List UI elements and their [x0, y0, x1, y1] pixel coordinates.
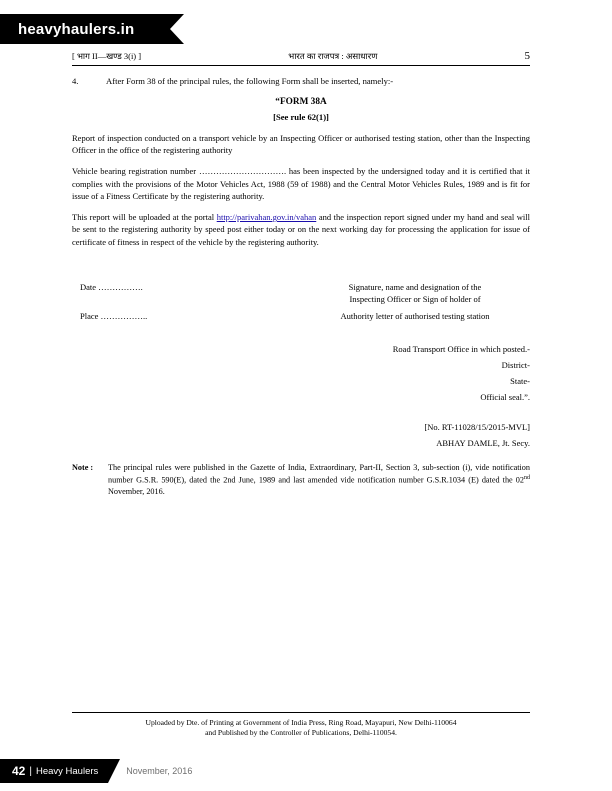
bottom-bar-separator: |: [29, 765, 32, 777]
clause-4: [72, 76, 530, 88]
form-paragraph-3-after: and the inspection report signed under my hand and seal will be sent to the registering authority by speed post either today or on the next working day for processing the application for issue of certificate of fitness in respect of the vehicle by the registering authority.: [72, 212, 531, 247]
form-paragraph-2: Vehicle bearing registration number …………………………. has been inspected by the undersigned today and it is certified that it complies with the provisions of the Motor Vehicles Act, 1988 (59 of 1988) and the Central Motor Vehicles Rules, 1989 and is fit for issue of a Fitness Certificate by the registering authority.: [72, 166, 530, 201]
magazine-issue-date: November, 2016: [126, 766, 193, 776]
official-seal-line: Official seal.”.: [480, 392, 530, 403]
state-line: State-: [510, 376, 530, 387]
signature-designation-line-2: Inspecting Officer or Sign of holder of: [349, 294, 481, 305]
brand-banner: [0, 14, 170, 44]
place-line: Place ……………..: [80, 311, 148, 322]
magazine-publication-name: Heavy Haulers: [35, 765, 99, 777]
brand-banner-tail: [170, 14, 184, 44]
note-label: Note :: [72, 463, 94, 473]
note-text-part-2: November, 2016.: [108, 486, 165, 496]
signature-designation-line-3: Authority letter of authorised testing station: [340, 311, 490, 322]
form-rule-reference: [See rule 62(1)]: [273, 111, 329, 122]
date-line: Date …………….: [80, 282, 143, 293]
notification-signer: ABHAY DAMLE, Jt. Secy.: [436, 438, 530, 449]
signature-block: [72, 282, 530, 412]
document-footer: [72, 712, 530, 739]
form-title: “FORM 38A: [275, 96, 327, 107]
notification-number: [No. RT-11028/15/2015-MVL]: [424, 422, 530, 433]
district-line: District-: [501, 360, 530, 371]
clause-number: 4.: [72, 76, 79, 86]
footer-line-1: Uploaded by Dte. of Printing at Government of India Press, Ring Road, Mayapuri, New Delhi-110064: [145, 718, 457, 727]
header-divider: [72, 65, 530, 66]
running-header-center: भारत का राजपत्र : असाधारण: [288, 51, 378, 61]
footer-line-2: and Published by the Controller of Publications, Delhi-110054.: [205, 728, 397, 738]
form-paragraph-3: [72, 211, 530, 248]
note-superscript: nd: [524, 474, 530, 481]
office-posted-line: Road Transport Office in which posted.-: [392, 344, 530, 355]
running-header: [72, 50, 530, 65]
parivahan-portal-link[interactable]: http://parivahan.gov.in/vahan: [216, 212, 317, 223]
magazine-bottom-bar: [0, 759, 192, 783]
signature-designation-line-1: Signature, name and designation of the: [348, 282, 482, 293]
bottom-bar-black-block: [0, 759, 108, 783]
running-header-left: [ भाग II—खण्ड 3(i) ]: [72, 51, 142, 61]
bottom-bar-slant: [108, 759, 120, 783]
note-text-part-1: The principal rules were published in the Gazette of India, Extraordinary, Part-II, Section 3, sub-section (i), vide notification number G.S.R. 590(E), dated the 2nd June, 1989 and last amended vide notification number G.S.R.1034 (E) dated the 02: [108, 463, 530, 485]
magazine-page-number: 42: [12, 764, 26, 778]
note-text: [108, 462, 530, 497]
note-block: [72, 462, 530, 497]
form-paragraph-1: Report of inspection conducted on a transport vehicle by an Inspecting Officer or authorised testing station, other than the Inspecting Officer in the office of the registering authority: [72, 132, 530, 155]
clause-text: After Form 38 of the principal rules, the following Form shall be inserted, namely:-: [106, 76, 394, 86]
form-paragraph-3-before: This report will be uploaded at the portal: [72, 212, 217, 223]
footer-divider: [72, 712, 530, 713]
document-page: [72, 50, 530, 497]
running-header-page-number: 5: [524, 50, 530, 62]
brand-name: heavyhaulers.in: [18, 20, 135, 38]
